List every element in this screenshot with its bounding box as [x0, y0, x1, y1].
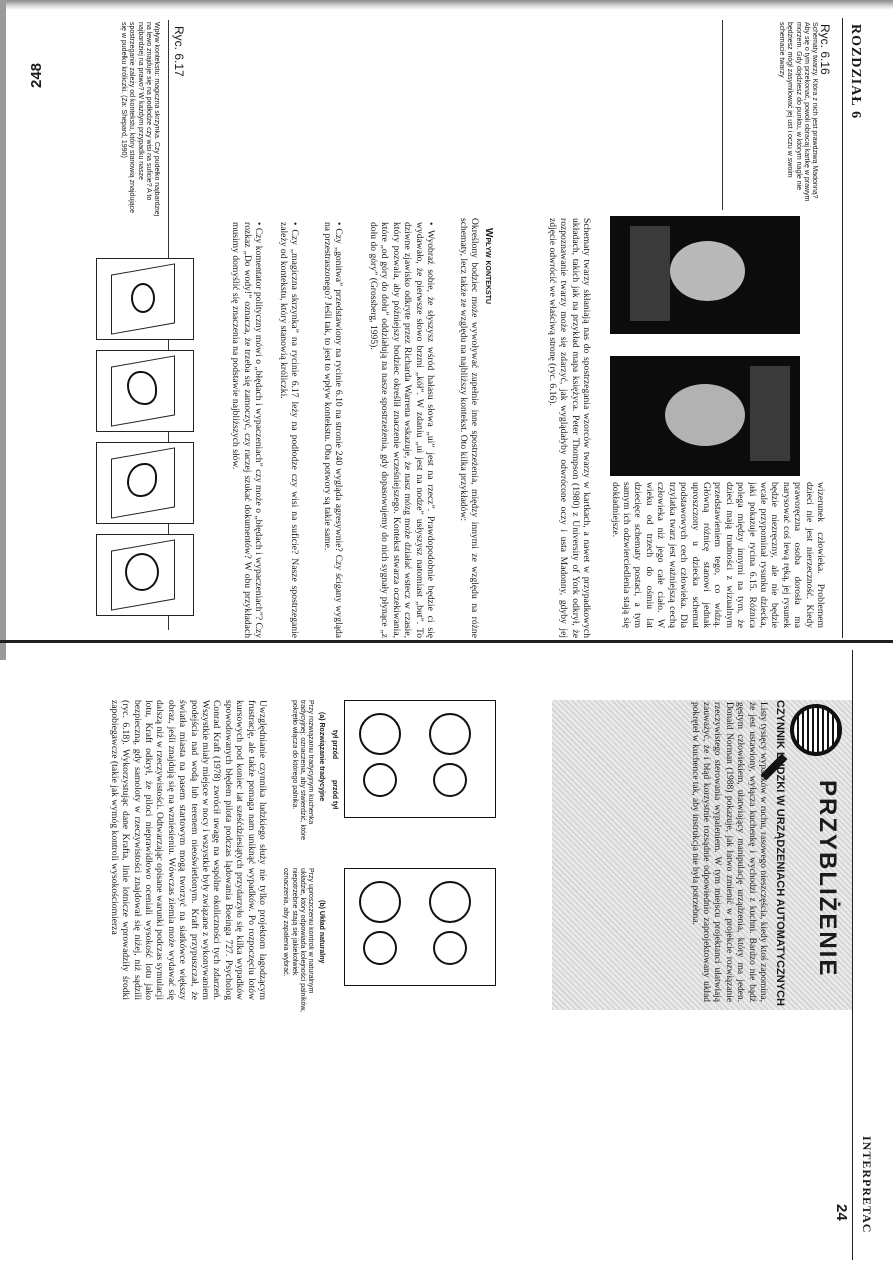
body-paragraph-2: Schematy twarzy skłaniają nas do spostrzegania wzorców twarzy w kartkach, a nawet w przypadkowych układach, takich jak na przykład mapa księżyca. Peter Thompson (1980) z University of York odkrył, że rozpoznawanie twarzy może się zdarzyć, jak wyglądałyby odwrócone oczy i usta Madonny, gdyby jej zdjęcie odwrócić we właściwą stronę (ryc. 6.16). [546, 218, 592, 638]
scan-edge-top [0, 0, 893, 10]
magic-box-2 [96, 350, 194, 432]
bullet-item-3: • Czy „magiczna skrzynka” na rycinie 6.17 leży na podłodze czy wisi na suficie? Nasze spostrzeganie zależy od kontekstu, który stanowią króliczki. [276, 222, 300, 638]
stove-b-caption: (b) Układ naturalny [318, 900, 325, 964]
chapter-running-head: ROZDZIAŁ 6 [848, 24, 863, 120]
magnifier-icon [790, 704, 842, 756]
page-number-left: 248 [28, 62, 45, 88]
header-rule [842, 18, 843, 638]
magic-box-1 [96, 258, 194, 340]
madonna-photo-inverted [610, 216, 800, 334]
box-text: Listy tysięcy wypadków w ruchu, rasowego nieszczęścia, kiedy ktoś zapomina, że jest ustawiony, wyłącza kuchenkę i wychodzi z kuchni. Bardzo nie bądź gęstym człowiekiem, ułatwiający manipulację urządzenia, który ma jeden. Donald Norman (1988) pokazuje, jak łatwo zmienić w projekcie rozwiązanie rzeczywistego sterowania wypaleniem. W tym miejscu projektanci ułatwiają zauważyć, że i błąd korzystnie rozsądnie odpowiednio zaprojektowany układ pokręteł w kuchence tak, aby instrukcja nie była potrzebna. [689, 702, 768, 1002]
section-heading-context: Wpływ kontekstu [483, 228, 494, 304]
stove-a-knob-labels-2: przód tył [331, 780, 338, 810]
stove-a-knob-labels-1: tył przód [331, 730, 338, 760]
caption-rule [722, 20, 723, 210]
fig-6-17-label: Ryc. 6.17 [172, 26, 186, 77]
stove-a-caption: (a) Rozwiązanie tradycyjne [318, 712, 325, 802]
box-subtitle: CZYNNIK LUDZKI W URZĄDZENIACH AUTOMATYCZNYCH [774, 700, 786, 1006]
magic-box-3 [96, 442, 194, 524]
box-title: PRZYBLIŻENIE [814, 780, 841, 978]
page-number-right: 24 [833, 1204, 850, 1221]
fig-6-17-caption: Wpływ kontekstu: magiczna skrzynka. Czy pudełko najbardziej na lewo znajduje się na podłodze czy wisi na suficie? A to najbardziej na prawo? W każdym przypadku nasze spostrzeganie zależy od kontekstu, który stanowią znajdujące się w pudełku króliczki. (Za: Shepard, 1990) [120, 22, 160, 217]
fig-6-16-label: Ryc. 6.16 [818, 24, 832, 75]
right-body-text: Uwzględnianie czynnika ludzkiego służy nie tylko projektom łagodzącym frustrację, ale także pomaga nam uniknąć wypadków. Po rozpoczęciu lotów kursowych pod koniec lat sześćdziesiątych przydarzyło się kilka wypadków spowodowanych błędem pilota podczas lądowania Boeinga 727. Psycholog Conrad Kraft (1978) zwrócił uwagę na wspólne okoliczności tych zdarzeń. Wszystkie miały miejsce w nocy i wszystkie były związane z wykonywaniem podejścia nad wodą lub terenem nieoświetlonym. Kraft przypuszczał, że światła miasta na pasem startowym mogą tworzyć na siatkówce większy obraz, jeśli znajdują się na wzniesieniu. Wówczas ziemia może wydawać się dalszą niż w rzeczywistości. Odtwarzając opisane warunki podczas symulacji lotu, Kraft odkrył, że piloci nieprawidłowo oceniali wysokość lotu jako bezpieczną, gdy samoloty w rzeczywistości znajdował się niżej, niż sądzili (ryc. 6.18). Wykorzystując dane Krafta, linie lotnicze wprowadziły środki zapobiegawcze (takie jak wymóg kontroli wysokościomierza [108, 700, 268, 1000]
stove-diagram-b [344, 868, 496, 986]
magic-box-4 [96, 534, 194, 616]
fig-6-16-caption: Schematy twarzy. Która z nich jest prawdziwą Madonną? Aby się o tym przekonać, powoli obracaj kartkę w prawym morzem. Gdy dojdziesz do punktu, w którym nagle nie będziesz mógł zasymilować jej ust i oczu w swoim schemacie twarzy [778, 22, 818, 202]
scan-edge-left [0, 0, 6, 660]
right-header-rule [852, 650, 853, 1260]
stove-a-note: Przy rozwiązaniu tradycyjnym kuchenka tradycyjnej: oznaczenia, aby stwierdzić, które pokrętło włącza do którego palnika. [290, 700, 314, 841]
madonna-photo-upright [610, 356, 800, 476]
page-divider [0, 640, 893, 643]
stove-diagram-a [344, 700, 496, 818]
stove-b-note: Przy uproszczeniu kontroli w naturalnym układzie, który odpowiada kolejności palników, niepotrzebne stają się jakiekolwiek oznaczenia, aby zapalenia wybrać. [282, 868, 314, 1012]
body-paragraph-1: wizerunek człowieka. Problemem dzieci nie jest nierzeczność. Kiedy praworęczna osoba dorosła ma narysować coś lewą ręką, jej rysunek będzie niezręczny, ale nie będzie wcale przypominał rysunku dziecka, jaki pokazuje rycina 6.15. Różnica polega między innymi na tym, że dzieci mają trudności z wizualnym przedstawieniem tego, co widzą. Główną różnicę stanowi jednak uproszczony u dziecka schemat podstawowych cech człowieka. Dla trzylatka twarz jest ważniejszą cechą człowieka niż jego całe ciało. W wieku od trzech do ośmiu lat dziecięce schematy postaci, a tym samym ich odzwierciedlenia stają się dokładniejsze. [609, 482, 826, 628]
running-head-right: INTERPRETAC [860, 1136, 874, 1234]
bullet-item-1: • Wyobraź sobie, że słyszysz wśród hałasu słowa „ui” jest na rzecz”. Prawdopodobnie będzie ci się wydawało, że pierwsze słowo brzmi „kół”. W zdaniu „ui jest na nodze” usłyszysz natomiast „but”. To dziwne zjawisko odkryte przez Richarda Warrena wskazuje, że nasz mózg może działać wstecz w czasie, który pozwala, aby późniejszy bodziec określił znaczenie wcześniejszego. Kontekst stwarza oczekiwania, które „od góry do dołu” oddziałują na nasze spostrzeżenia, gdy dopasowujemy do nich sygnały płynące „z dołu do góry” (Grossberg, 1995). [346, 222, 436, 638]
body-paragraph-3: Określony bodziec może wywoływać zupełnie inne spostrzeżenia, między innymi ze względu na różne schematy, lecz także ze względu na najbliższy kontekst. Oto kilka przykładów: [457, 218, 480, 638]
bullet-item-2: • Czy „gonitwa” przedstawiony na rycinie 6.10 na stronie 240 wygląda agresywnie? Czy ścigany wygląda na przestraszonego? Jeśli tak, to jest to wpływ kontekstu. Oba potwory są takie same. [308, 222, 344, 638]
bullet-item-4: • Czy komentator polityczny mówi o „błędach i wypaczeniach” czy może o „błędach i wypaczeniach”? Czy rozkaz „Do wody!” oznacza, że trzeba się zamoczyć, czy raczej szukać dokumentów? W obu przykładach musimy domyślić się znaczenia na podstawie najbliższych słów. [216, 222, 264, 638]
